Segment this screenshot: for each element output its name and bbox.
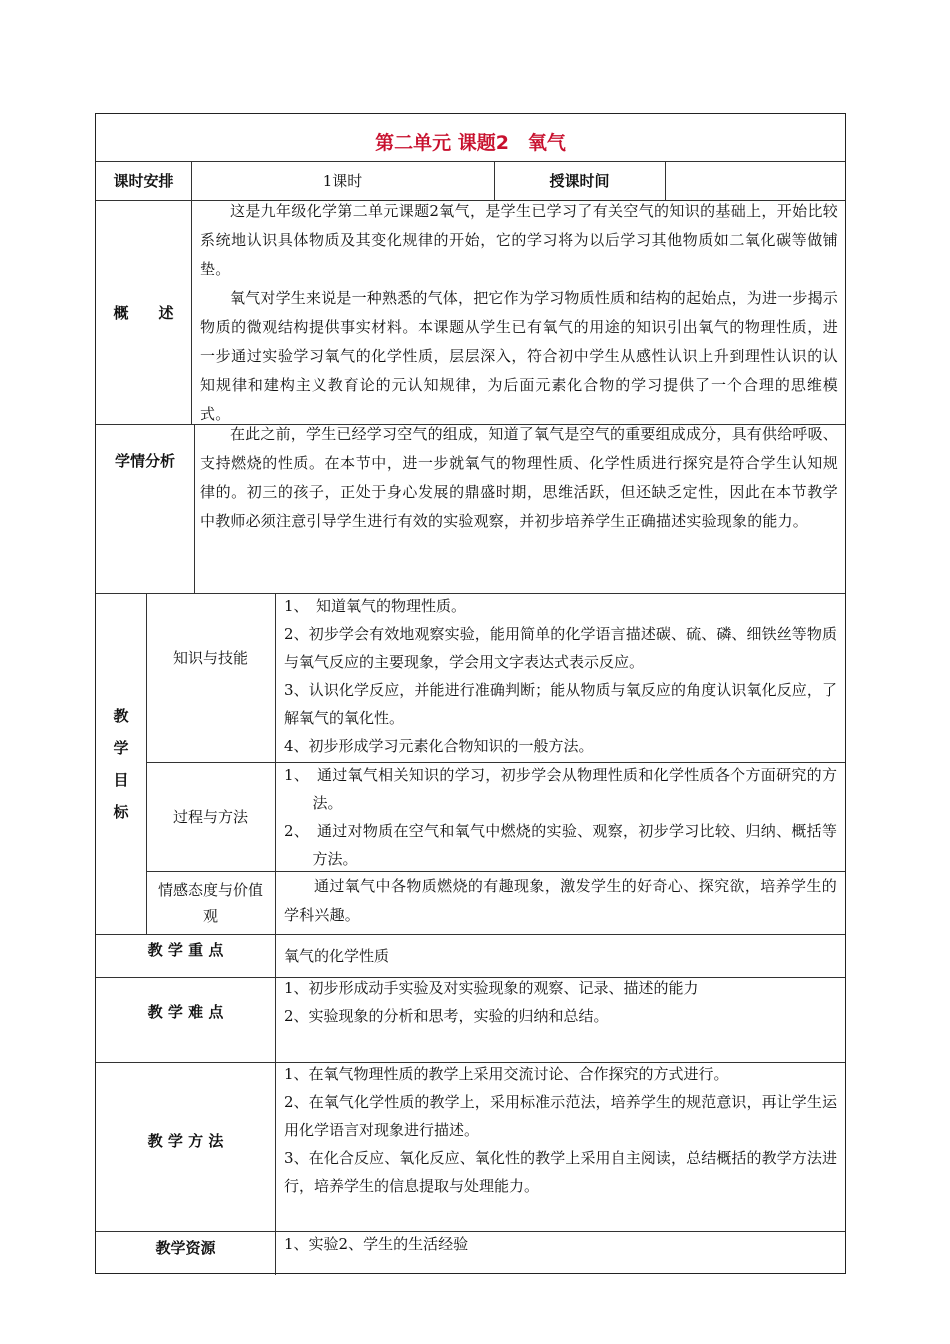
methods-label: 教 学 方 法: [147, 1132, 224, 1150]
list-item: 2、初步学会有效地观察实验，能用简单的化学语言描述碳、硫、磷、细铁丝等物质与氧气反应的主要现象，学会用文字表达式表示反应。: [284, 625, 837, 671]
col-divider: [275, 593, 276, 1275]
overview-paragraph: 这是九年级化学第二单元课题2氧气，是学生已学习了有关空气的知识的基础上，开始比较系统地认识具体物质及其变化规律的开始，它的学习将为以后学习其他物质如二氧化碳等做铺垫。: [200, 202, 838, 278]
goals-label: [96, 593, 146, 934]
list-item: 2、实验现象的分析和思考，实验的归纳和总结。: [284, 1007, 609, 1025]
schedule-value: 1课时: [322, 171, 363, 190]
list-item: 3、在化合反应、氧化反应、氧化性的教学上采用自主阅读，总结概括的教学方法进行，培养学生的信息提取与处理能力。: [284, 1149, 837, 1195]
emotion-label: 情感态度与价值观: [157, 880, 263, 925]
key-points-text: [284, 942, 837, 970]
overview-label: 概 述: [113, 303, 174, 322]
goals-label-char: 标: [113, 802, 129, 821]
list-item: 1、 通过氧气相关知识的学习，初步学会从物理性质和化学性质各个方面研究的方法。: [284, 766, 837, 812]
resources-label: 教学资源: [155, 1238, 216, 1257]
list-item: 1、实验2、学生的生活经验: [284, 1235, 469, 1253]
schedule-label: 课时安排: [113, 172, 174, 190]
lesson-plan-table: [95, 113, 846, 1274]
goals-label-char: 目: [113, 770, 129, 789]
analysis-text: [200, 420, 838, 536]
col-divider: [194, 424, 195, 593]
overview-text: [200, 197, 838, 429]
methods-items: [284, 1060, 837, 1200]
difficulties-label: 教 学 难 点: [147, 1003, 224, 1021]
key-points-label: 教 学 重 点: [147, 941, 224, 959]
emotion-paragraph: 通过氧气中各物质燃烧的有趣现象，激发学生的好奇心、探究欲，培养学生的学科兴趣。: [284, 877, 837, 924]
difficulties-items: [284, 974, 837, 1030]
list-item: 氧气的化学性质: [284, 947, 390, 965]
analysis-paragraph: 在此之前，学生已经学习空气的组成，知道了氧气是空气的重要组成成分，具有供给呼吸、支持燃烧的性质。在本节中，进一步就氧气的物理性质、化学性质进行探究是符合学生认知规律的。初三的孩子，正处于身心发展的鼎盛时期，思维活跃，但还缺乏定性，因此在本节教学中教师必须注意引导学生进行有效的实验观察，并初步培养学生正确描述实验现象的能力。: [200, 425, 839, 530]
teaching-time-label: 授课时间: [549, 172, 610, 190]
process-label: 过程与方法: [172, 807, 248, 826]
list-item: 1、初步形成动手实验及对实验现象的观察、记录、描述的能力: [284, 979, 699, 997]
knowledge-label: 知识与技能: [172, 648, 248, 667]
goals-label-char: 学: [113, 738, 129, 757]
list-item: 1、在氧气物理性质的教学上采用交流讨论、合作探究的方式进行。: [284, 1065, 729, 1083]
list-item: 2、 通过对物质在空气和氧气中燃烧的实验、观察，初步学习比较、归纳、概括等方法。: [284, 822, 837, 868]
teaching-time-value: [665, 161, 845, 200]
process-items: [284, 761, 837, 873]
list-item: 1、 知道氧气的物理性质。: [284, 597, 467, 615]
list-item: 2、在氧气化学性质的教学上，采用标准示范法，培养学生的规范意识，再让学生运用化学语言对现象进行描述。: [284, 1093, 837, 1139]
goals-label-char: 教: [113, 706, 129, 725]
resources-text: [284, 1230, 837, 1258]
list-item: 3、认识化学反应，并能进行准确判断；能从物质与氧反应的角度认识氧化反应，了解氧气的氧化性。: [284, 681, 837, 727]
overview-paragraph: 氧气对学生来说是一种熟悉的气体，把它作为学习物质性质和结构的起始点，为进一步揭示物质的微观结构提供事实材料。本课题从学生已有氧气的用途的知识引出氧气的物理性质，进一步通过实验学习氧气的化学性质，层层深入，符合初中学生从感性认识上升到理性认识的认知规律和建构主义教育论的元认知规律，为后面元素化合物的学习提供了一个合理的思维模式。: [200, 289, 839, 423]
analysis-label: 学情分析: [114, 452, 175, 470]
emotion-text: [284, 872, 837, 930]
list-item: 4、初步形成学习元素化合物知识的一般方法。: [284, 737, 594, 755]
knowledge-items: [284, 592, 837, 760]
page-title: 第二单元 课题2 氧气: [375, 132, 566, 154]
